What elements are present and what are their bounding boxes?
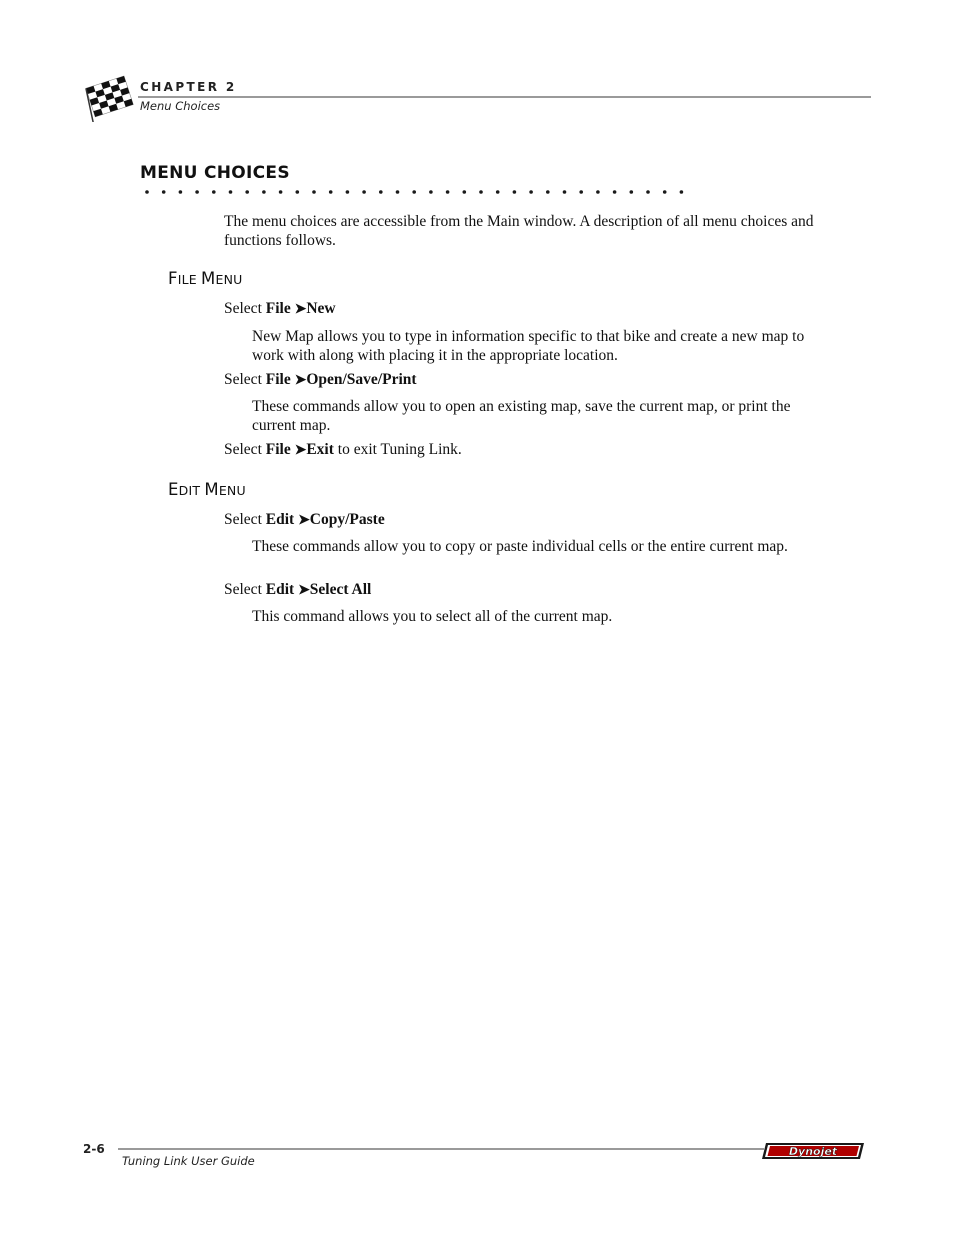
menu-arrow-icon: ➤ bbox=[294, 443, 307, 458]
file-new-description: New Map allows you to type in information specific to that bike and create a new map to work with along with placing it in the appropriate location. bbox=[252, 328, 805, 364]
edit-copy-paste-instruction: Select Edit ➤Copy/Paste bbox=[224, 511, 385, 528]
page-number: 2-6 bbox=[83, 1142, 105, 1156]
file-menu-heading: FILE MENU bbox=[168, 269, 243, 288]
menu-arrow-icon: ➤ bbox=[294, 302, 307, 317]
edit-select-all-description: This command allows you to select all of the current map. bbox=[252, 608, 613, 625]
dotted-divider bbox=[143, 183, 688, 197]
footer-rule bbox=[118, 1148, 764, 1150]
edit-menu-heading: EDIT MENU bbox=[168, 480, 246, 499]
file-exit-instruction: Select File ➤Exit to exit Tuning Link. bbox=[224, 441, 462, 458]
edit-copy-paste-description: These commands allow you to copy or paste individual cells or the entire current map. bbox=[252, 538, 788, 555]
file-open-save-print-instruction: Select File ➤Open/Save/Print bbox=[224, 371, 417, 388]
menu-arrow-icon: ➤ bbox=[294, 373, 307, 388]
section-title: MENU CHOICES bbox=[140, 163, 290, 183]
header-rule bbox=[138, 96, 871, 98]
file-open-save-print-description: These commands allow you to open an existing map, save the current map, or print the current map. bbox=[252, 398, 791, 434]
svg-text:Dynojet: Dynojet bbox=[788, 1145, 838, 1158]
dynojet-logo bbox=[760, 1141, 866, 1161]
edit-select-all-instruction: Select Edit ➤Select All bbox=[224, 581, 372, 598]
menu-arrow-icon: ➤ bbox=[298, 583, 310, 598]
footer-guide-title: Tuning Link User Guide bbox=[122, 1154, 255, 1168]
file-new-instruction: Select File ➤New bbox=[224, 300, 336, 317]
chapter-label: CHAPTER 2 bbox=[140, 80, 237, 94]
checkered-flag-icon bbox=[80, 74, 136, 122]
intro-paragraph: The menu choices are accessible from the Main window. A description of all menu choices and functions follows. bbox=[224, 213, 814, 249]
menu-arrow-icon: ➤ bbox=[298, 513, 310, 528]
header-section-name: Menu Choices bbox=[140, 99, 221, 113]
